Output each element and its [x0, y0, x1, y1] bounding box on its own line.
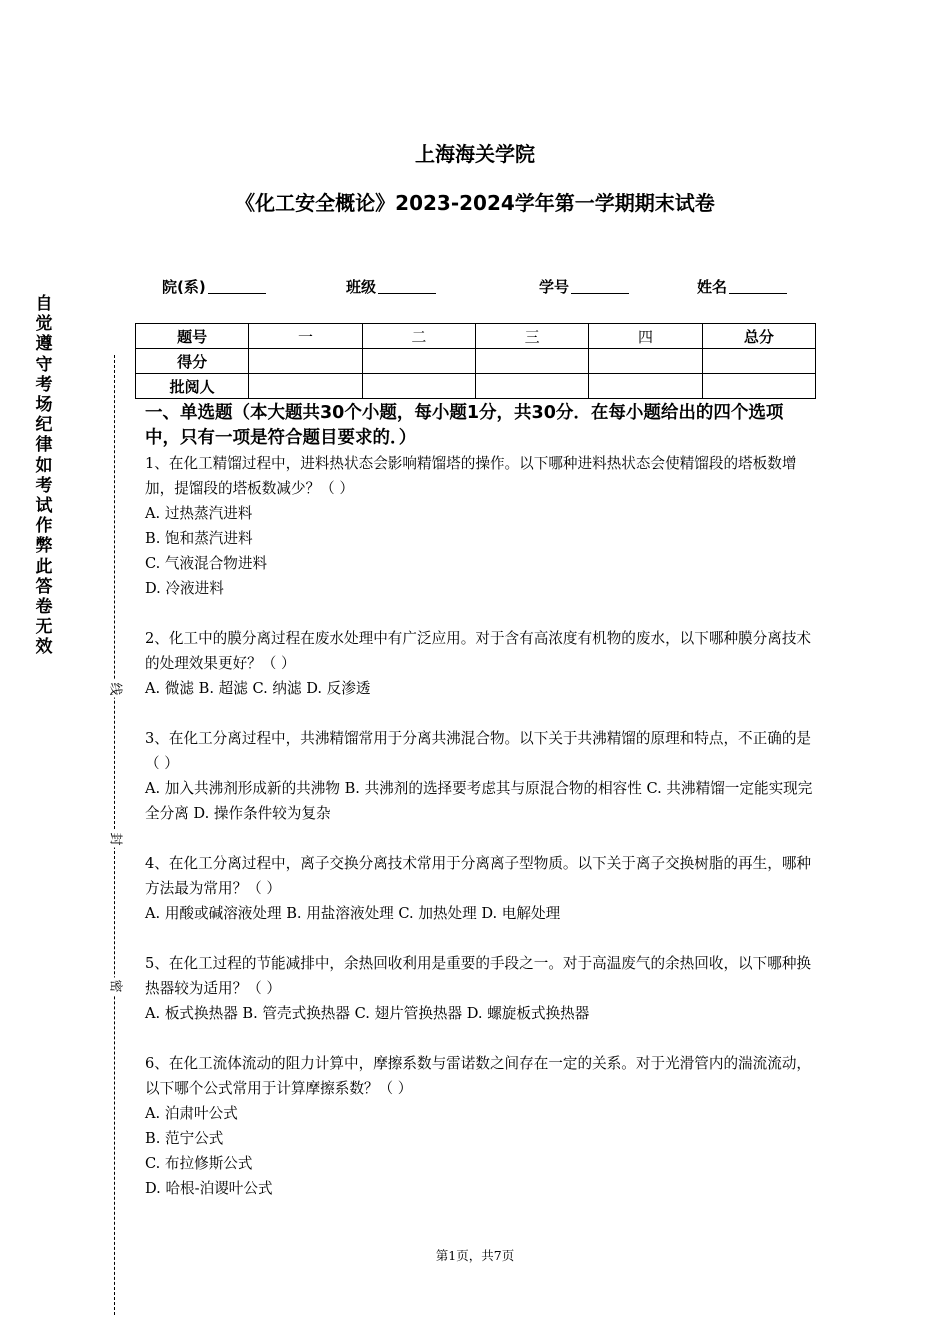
score-cell [475, 349, 588, 374]
score-cell [249, 374, 362, 399]
question [145, 951, 817, 1026]
score-table-header-row [136, 324, 816, 349]
score-cell [362, 349, 475, 374]
page-footer: 第1页，共7页 [435, 1248, 515, 1263]
question-stem: 1、在化工精馏过程中，进料热状态会影响精馏塔的操作。以下哪种进料热状态会使精馏段的塔板数增加，提馏段的塔板数减少？（ ） [145, 455, 797, 497]
info-label: 姓名 [697, 278, 728, 296]
blank-line [729, 279, 787, 294]
score-cell [362, 374, 475, 399]
question-stem: 5、在化工过程的节能减排中，余热回收利用是重要的手段之一。对于高温废气的余热回收，以下哪种换热器较为适用？（ ） [145, 955, 812, 997]
question [145, 851, 817, 926]
exam-discipline-note: 自觉遵守考场纪律如考试作弊此答卷无效 [35, 294, 53, 658]
blank-line [208, 279, 266, 294]
section-heading: 一、单选题（本大题共30个小题，每小题1分，共30分．在每小题给出的四个选项中，只有一项是符合题目要求的．） [145, 403, 784, 448]
seal-mark-seal: 封 [104, 831, 126, 848]
info-field-class [346, 276, 436, 297]
school-name: 上海海关学院 [415, 142, 535, 166]
question-option: A. 板式换热器 B. 管壳式换热器 C. 翅片管换热器 D. 螺旋板式换热器 [145, 1005, 590, 1022]
seal-mark-line: 线 [104, 681, 126, 698]
score-col-header: 二 [362, 324, 475, 349]
question-option: A. 微滤 B. 超滤 C. 纳滤 D. 反渗透 [145, 680, 371, 697]
score-cell [702, 374, 815, 399]
score-table-row [136, 349, 816, 374]
question-option: C. 布拉修斯公式 [145, 1155, 253, 1172]
score-col-header: 总分 [702, 324, 815, 349]
info-label: 院(系) [162, 278, 206, 296]
question [145, 451, 817, 601]
exam-content [145, 401, 817, 1201]
question-option: A. 用酸或碱溶液处理 B. 用盐溶液处理 C. 加热处理 D. 电解处理 [145, 905, 561, 922]
score-col-header: 四 [589, 324, 702, 349]
question-option: D. 冷液进料 [145, 580, 224, 597]
info-field-name [697, 276, 787, 297]
score-cell [475, 374, 588, 399]
question-option: A. 泊肃叶公式 [145, 1105, 238, 1122]
question-option: A. 过热蒸汽进料 [145, 505, 253, 522]
question-option: A. 加入共沸剂形成新的共沸物 B. 共沸剂的选择要考虑其与原混合物的相容性 C. 共沸精馏一定能实现完全分离 D. 操作条件较为复杂 [145, 780, 813, 822]
question-stem: 4、在化工分离过程中，离子交换分离技术常用于分离离子型物质。以下关于离子交换树脂的再生，哪种方法最为常用？（ ） [145, 855, 812, 897]
score-col-header: 题号 [136, 324, 249, 349]
exam-title: 《化工安全概论》2023-2024学年第一学期期末试卷 [235, 191, 715, 215]
info-field-student-id [539, 276, 629, 297]
score-row-header: 得分 [136, 349, 249, 374]
question [145, 1051, 817, 1201]
score-table [135, 323, 816, 399]
question-option: B. 饱和蒸汽进料 [145, 530, 253, 547]
info-label: 班级 [346, 278, 377, 296]
score-row-header: 批阅人 [136, 374, 249, 399]
info-label: 学号 [539, 278, 570, 296]
question [145, 726, 817, 826]
score-cell [249, 349, 362, 374]
seal-mark-secret: 密 [104, 978, 126, 995]
info-field-department [162, 276, 266, 297]
score-col-header: 一 [249, 324, 362, 349]
score-cell [589, 349, 702, 374]
question-option: C. 气液混合物进料 [145, 555, 268, 572]
score-cell [702, 349, 815, 374]
score-cell [589, 374, 702, 399]
score-table-row [136, 374, 816, 399]
blank-line [571, 279, 629, 294]
question-stem: 2、化工中的膜分离过程在废水处理中有广泛应用。对于含有高浓度有机物的废水，以下哪种膜分离技术的处理效果更好？（ ） [145, 630, 812, 672]
blank-line [378, 279, 436, 294]
question-option: B. 范宁公式 [145, 1130, 224, 1147]
question-option: D. 哈根-泊谡叶公式 [145, 1180, 273, 1197]
score-col-header: 三 [475, 324, 588, 349]
question-stem: 6、在化工流体流动的阻力计算中，摩擦系数与雷诺数之间存在一定的关系。对于光滑管内的湍流流动，以下哪个公式常用于计算摩擦系数？（ ） [145, 1055, 812, 1097]
question-stem: 3、在化工分离过程中，共沸精馏常用于分离共沸混合物。以下关于共沸精馏的原理和特点，不正确的是（ ） [145, 730, 812, 772]
question [145, 626, 817, 701]
